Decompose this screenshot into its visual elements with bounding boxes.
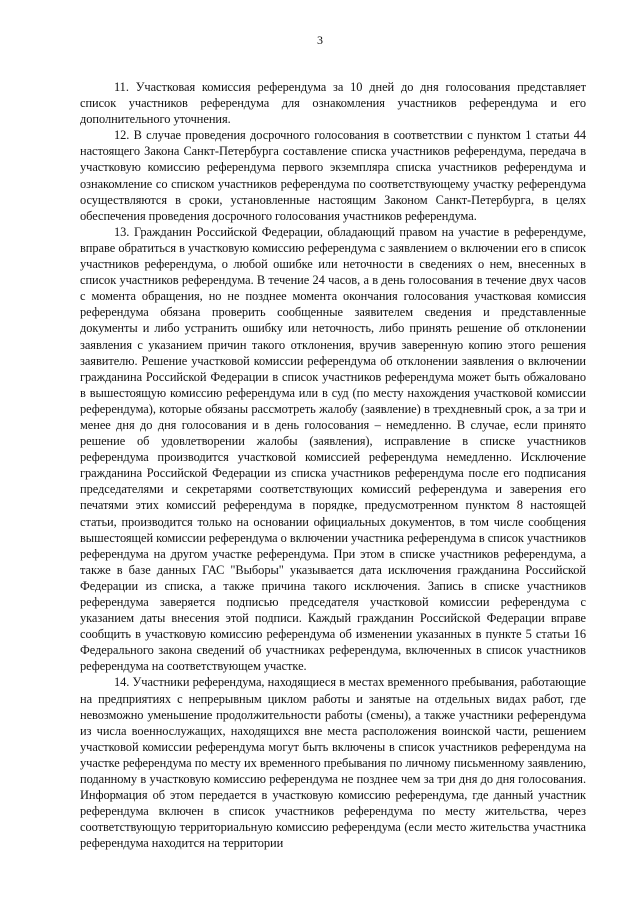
page-number: 3 <box>317 33 323 47</box>
paragraph-14: 14. Участники референдума, находящиеся в местах временного пребывания, работающие на предприятиях с непрерывным циклом работы и занятые на отдельных видах работ, где невозможно уменьшение продолжительности работы (смены), а также участники референдума из числа военнослужащих, находящихся вне места расположения воинской части, решением участковой комиссии референдума могут быть включены в список участников референдума на участке референдума по месту их временного пребывания по личному письменному заявлению, поданному в участковую комиссию референдума не позднее чем за три дня до дня голосования. Информация об этом передается в участковую комиссию референдума, где данный участник референдума включен в список участников референдума по месту жительства, через соответствующую территориальную комиссию референдума (если место жительства участника референдума находится на территории <box>80 675 586 851</box>
paragraph-13: 13. Гражданин Российской Федерации, обладающий правом на участие в референдуме, вправе обратиться в участковую комиссию референдума с заявлением о включении его в список участников референдума, о любой ошибке или неточности в сведениях о нем, внесенных в список участников референдума. В течение 24 часов, а в день голосования в течение двух часов с момента обращения, но не позднее момента окончания голосования участковая комиссия референдума обязана проверить сообщенные заявителем сведения и представленные документы и либо устранить ошибку или неточность, либо принять решение об отклонении заявления с указанием причин такого отклонения, вручив заверенную копию этого решения заявителю. Решение участковой комиссии референдума об отклонении заявления о включении гражданина Российской Федерации в список участников референдума может быть обжаловано в вышестоящую комиссию референдума или в суд (по месту нахождения участковой комиссии референдума), которые обязаны рассмотреть жалобу (заявление) в трехдневный срок, а за три и менее дня до дня голосования и в день голосования – немедленно. В случае, если принято решение об удовлетворении жалобы (заявления), исправление в списке участников референдума производится участковой комиссией референдума немедленно. Исключение гражданина Российской Федерации из списка участников референдума после его подписания председателями и секретарями соответствующих комиссий референдума и заверения его печатями этих комиссий референдума в порядке, предусмотренном пунктом 8 настоящей статьи, производится только на основании официальных документов, в том числе сообщения вышестоящей комиссии референдума о включении участника референдума в список участников референдума на другом участке референдума. При этом в списке участников референдума, а также в базе данных ГАС "Выборы" указывается дата исключения гражданина Российской Федерации из списка, а также причина такого исключения. Запись в списке участников референдума заверяется подписью председателя участковой комиссии референдума с указанием даты внесения этой подписи. Каждый гражданин Российской Федерации вправе сообщить в участковую комиссию референдума об изменении указанных в пункте 5 статьи 16 Федерального закона сведений об участниках референдума, включенных в список участников референдума на соответствующем участке. <box>80 224 586 674</box>
paragraph-12: 12. В случае проведения досрочного голосования в соответствии с пунктом 1 статьи 44 настоящего Закона Санкт-Петербурга составление списка участников референдума, передача в участковую комиссию референдума первого экземпляра списка участников референдума и ознакомление со списком участников референдума по соответствующему участку референдума осуществляются в сроки, установленные настоящим Законом Санкт-Петербурга, в целях обеспечения проведения досрочного голосования участников референдума. <box>80 128 586 223</box>
paragraph-11: 11. Участковая комиссия референдума за 10 дней до дня голосования представляет список участников референдума для ознакомления участников референдума и его дополнительного уточнения. <box>80 80 586 127</box>
document-body <box>80 79 586 852</box>
